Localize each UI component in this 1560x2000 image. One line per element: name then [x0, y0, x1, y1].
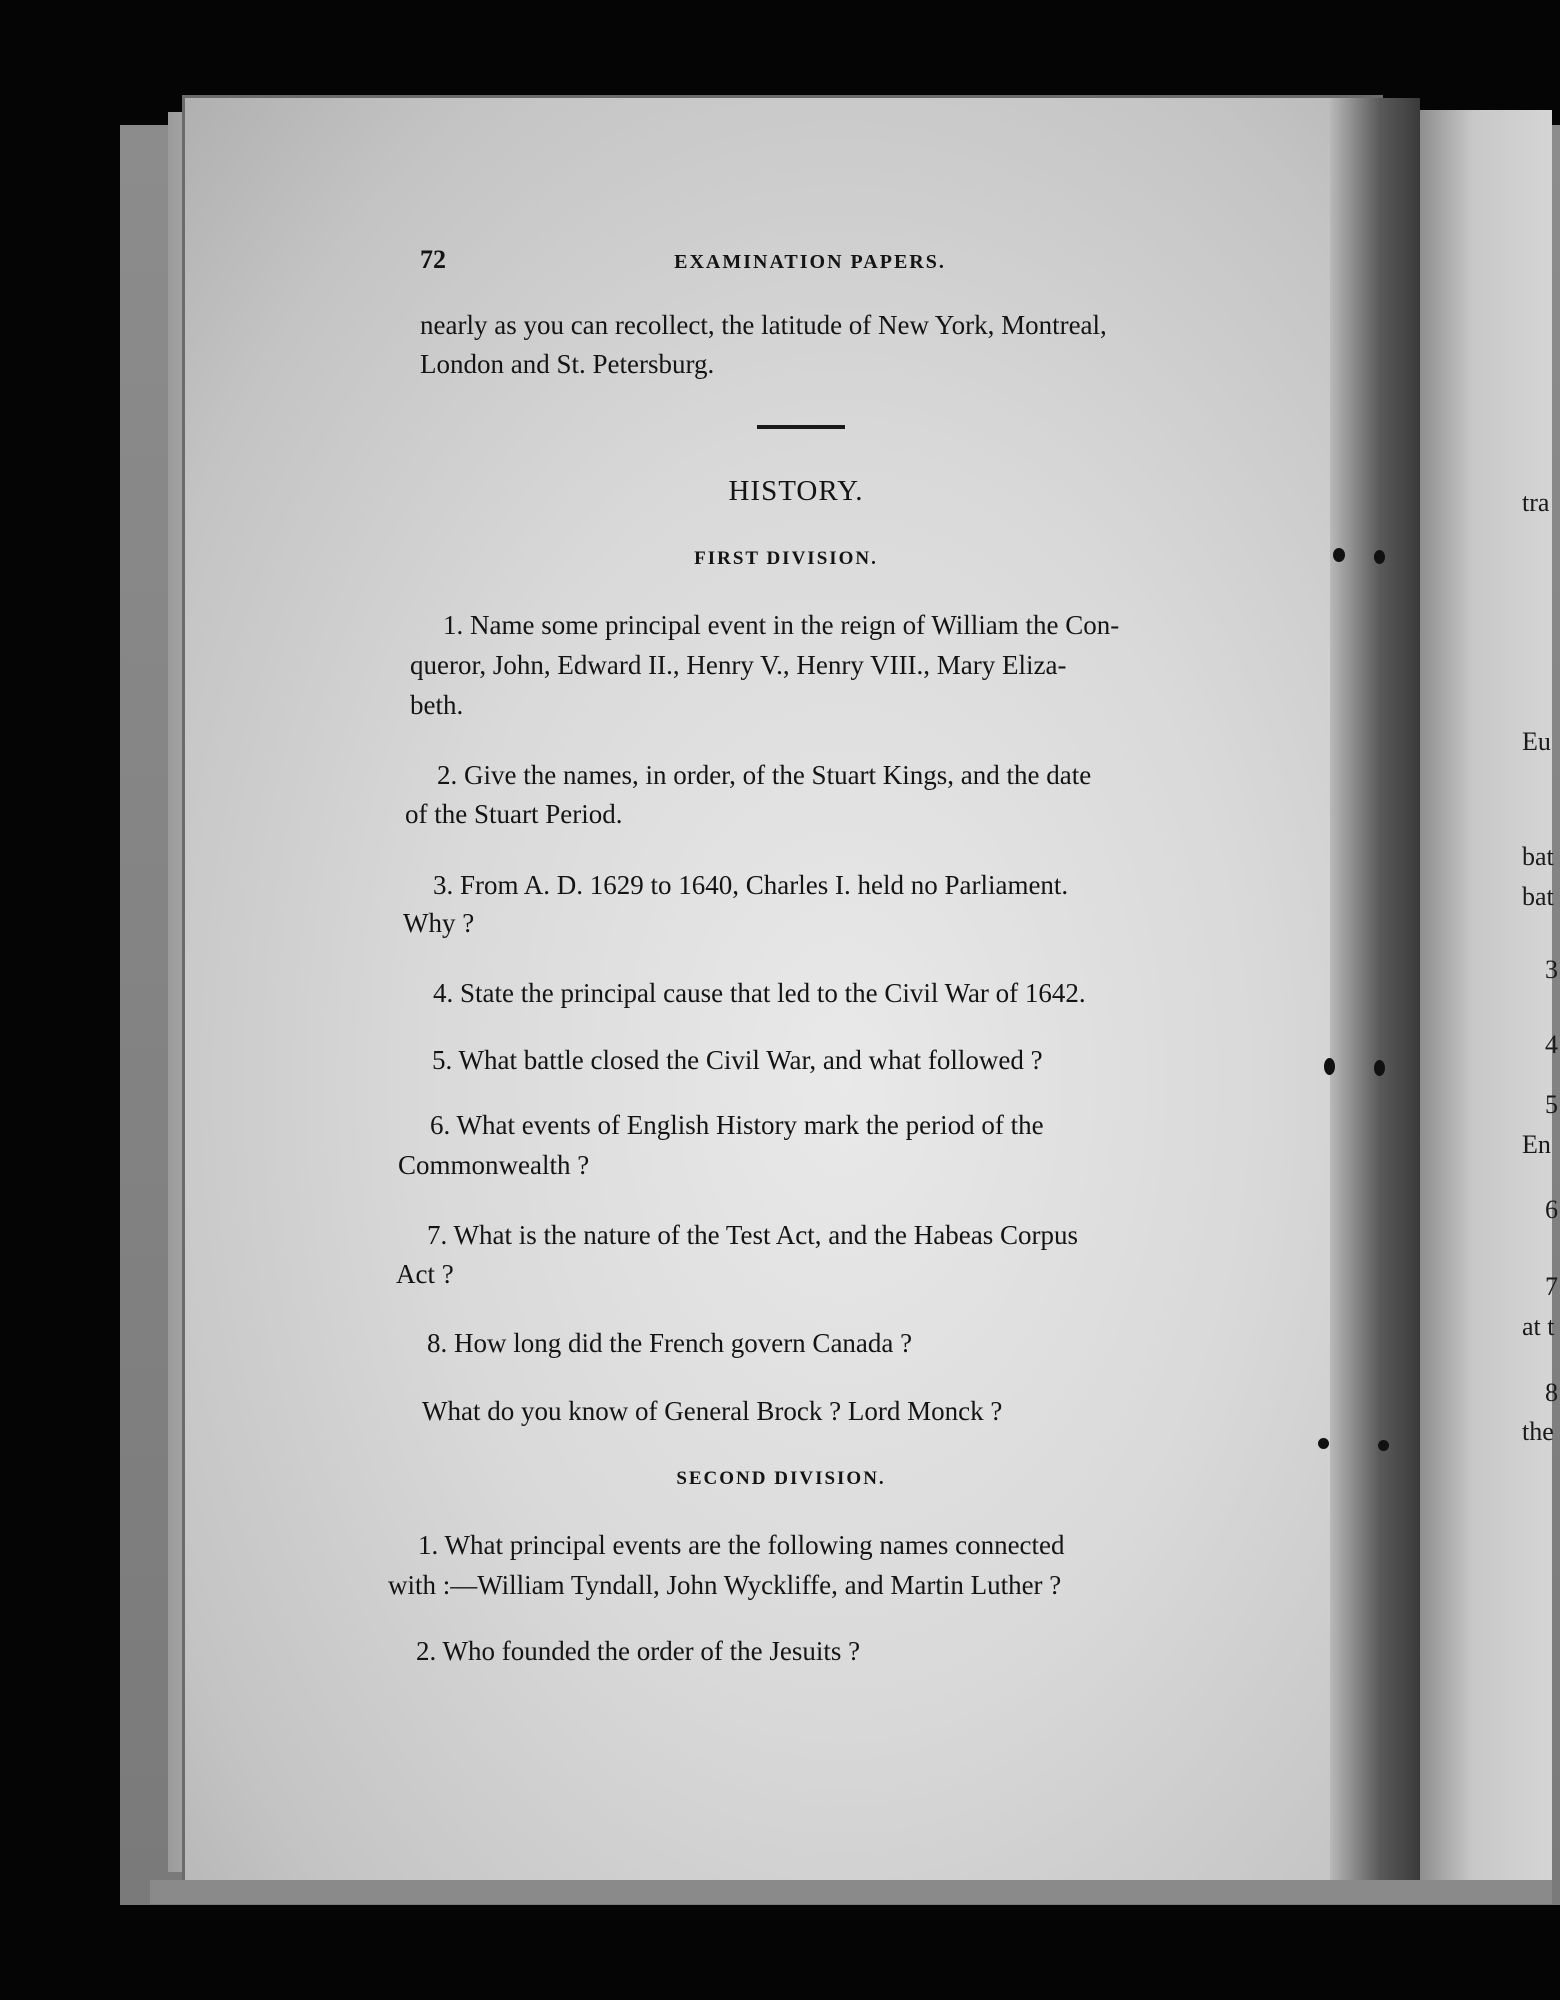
- facing-page-fragment: bat: [1522, 882, 1554, 911]
- facing-page-fragment: 4: [1545, 1030, 1558, 1059]
- question-line: 2. Who founded the order of the Jesuits ?: [416, 1636, 861, 1666]
- question-line: 4. State the principal cause that led to the Civil War of 1642.: [433, 978, 1086, 1008]
- intro-line: London and St. Petersburg.: [420, 349, 715, 379]
- division-title: SECOND DIVISION.: [676, 1468, 886, 1489]
- question-line: 3. From A. D. 1629 to 1640, Charles I. held no Parliament.: [433, 870, 1069, 900]
- running-head: [420, 245, 1200, 275]
- facing-page-fragment: at t: [1522, 1312, 1555, 1341]
- question-line: 5. What battle closed the Civil War, and what followed ?: [432, 1045, 1043, 1075]
- question-line: 7. What is the nature of the Test Act, and the Habeas Corpus: [427, 1220, 1078, 1250]
- facing-page-fragment: En: [1522, 1130, 1551, 1159]
- question-line: Commonwealth ?: [398, 1150, 590, 1180]
- question-line: with :—William Tyndall, John Wyckliffe, and Martin Luther ?: [388, 1570, 1062, 1600]
- running-title: EXAMINATION PAPERS.: [674, 251, 946, 273]
- facing-page-fragment: 7: [1545, 1272, 1558, 1301]
- binding-mark: [1324, 1058, 1335, 1075]
- binding-mark: [1318, 1438, 1329, 1449]
- question-line: of the Stuart Period.: [405, 799, 623, 829]
- question-line: What do you know of General Brock ? Lord Monck ?: [422, 1396, 1003, 1426]
- question-line: beth.: [410, 690, 464, 720]
- question-line: queror, John, Edward II., Henry V., Henry VIII., Mary Eliza-: [410, 650, 1067, 680]
- question-line: Why ?: [403, 908, 475, 938]
- facing-page-fragment: the: [1522, 1417, 1554, 1446]
- facing-page-fragment: 8: [1545, 1378, 1558, 1407]
- book-bottom-edge: [150, 1880, 1552, 1904]
- question-line: 8. How long did the French govern Canada ?: [427, 1328, 913, 1358]
- section-title: HISTORY.: [728, 475, 864, 507]
- binding-mark: [1374, 1060, 1385, 1076]
- facing-page: [1420, 110, 1552, 1880]
- binding-mark: [1378, 1440, 1389, 1451]
- division-title: FIRST DIVISION.: [694, 548, 878, 569]
- question-line: 1. What principal events are the following names connected: [418, 1530, 1065, 1560]
- facing-page-fragment: Eu: [1522, 727, 1551, 756]
- facing-page-fragment: 5: [1545, 1090, 1558, 1119]
- question-line: 2. Give the names, in order, of the Stuart Kings, and the date: [437, 760, 1092, 790]
- intro-line: nearly as you can recollect, the latitude of New York, Montreal,: [420, 310, 1107, 340]
- facing-page-fragment: 3: [1545, 955, 1558, 984]
- facing-page-fragment: bat: [1522, 842, 1554, 871]
- facing-page-fragment: tra: [1522, 488, 1550, 517]
- page-number: 72: [420, 245, 446, 274]
- facing-page-fragment: 6: [1545, 1195, 1558, 1224]
- book-gutter: [1330, 98, 1420, 1883]
- section-divider: [757, 425, 845, 429]
- question-line: Act ?: [396, 1259, 454, 1289]
- question-line: 1. Name some principal event in the reign of William the Con-: [443, 610, 1120, 640]
- question-line: 6. What events of English History mark the period of the: [430, 1110, 1044, 1140]
